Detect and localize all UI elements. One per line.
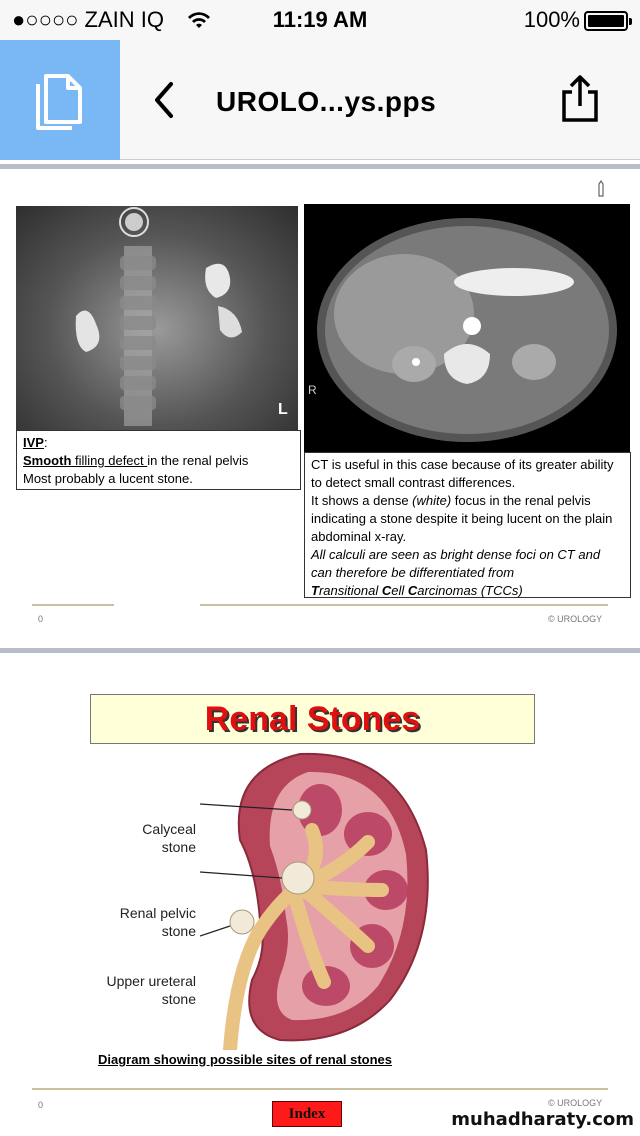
ivp-caption-line2: Most probably a lucent stone. <box>23 471 193 486</box>
document-title: UROLO...ys.pps <box>216 86 437 117</box>
share-button[interactable] <box>558 74 602 124</box>
documents-button[interactable] <box>0 40 120 160</box>
document-toolbar <box>0 40 640 160</box>
slide-separator <box>0 648 640 653</box>
ivp-caption-heading: IVP: <box>23 435 48 450</box>
slide-title-box <box>90 694 535 744</box>
ivp-xray-image <box>16 206 298 430</box>
index-button[interactable]: Index <box>272 1101 342 1127</box>
slide-page-number: 0 <box>38 614 44 624</box>
ct-caption-p3: All calculi are seen as bright dense foci on CT and can therefore be differentiated from Transitional Cell Carcinomas (TCCs) <box>311 547 601 598</box>
diagram-caption: Diagram showing possible sites of renal stones <box>98 1052 393 1067</box>
watermark: muhadharaty.com <box>451 1109 634 1130</box>
battery-fill <box>588 15 624 27</box>
footer-line-left <box>32 604 114 606</box>
ct-caption-p2: It shows a dense (white) focus in the renal pelvis indicating a stone despite it being lucent on the plain abdominal x-ray. <box>311 493 613 544</box>
xray-spine-illustration <box>16 206 298 430</box>
back-button[interactable] <box>145 78 185 122</box>
footer-line <box>32 1088 608 1090</box>
slide-renal-stones[interactable] <box>0 654 640 1136</box>
share-icon <box>558 74 602 124</box>
clock: 11:19 AM <box>272 7 368 32</box>
ct-scan-image <box>304 204 630 456</box>
slide-title: Renal Stones <box>204 700 421 738</box>
kidney-diagram <box>200 750 440 1050</box>
ivp-caption-line1: Smooth filling defect in the renal pelvis <box>23 453 249 468</box>
slide-copyright: © UROLOGY <box>548 614 603 624</box>
battery-percent: 100% <box>523 7 580 32</box>
slide-copyright: © UROLOGY <box>548 1098 603 1108</box>
pencil-icon <box>596 180 606 198</box>
slide-separator <box>0 164 640 169</box>
ivp-caption <box>16 430 301 490</box>
footer-line-right <box>200 604 608 606</box>
label-calyceal-stone: Calyceal stone <box>142 821 196 855</box>
label-upper-ureteral-stone: Upper ureteral stone <box>106 973 196 1007</box>
status-bar <box>0 0 640 40</box>
ct-caption <box>304 452 631 598</box>
label-renal-pelvic-stone: Renal pelvic stone <box>119 905 196 939</box>
ct-side-marker: R <box>308 383 317 397</box>
slide-ivp-ct[interactable] <box>0 170 640 648</box>
ct-abdomen-illustration <box>304 204 630 456</box>
ct-caption-p1: CT is useful in this case because of its greater ability to detect small contrast differences. <box>311 457 614 490</box>
battery-icon <box>584 11 628 31</box>
carrier-label: ●○○○○ ZAIN IQ <box>12 7 165 32</box>
slide-page-number: 0 <box>38 1100 44 1110</box>
xray-side-marker: L <box>278 401 288 418</box>
document-icon <box>34 70 84 130</box>
chevron-left-icon <box>145 78 185 122</box>
